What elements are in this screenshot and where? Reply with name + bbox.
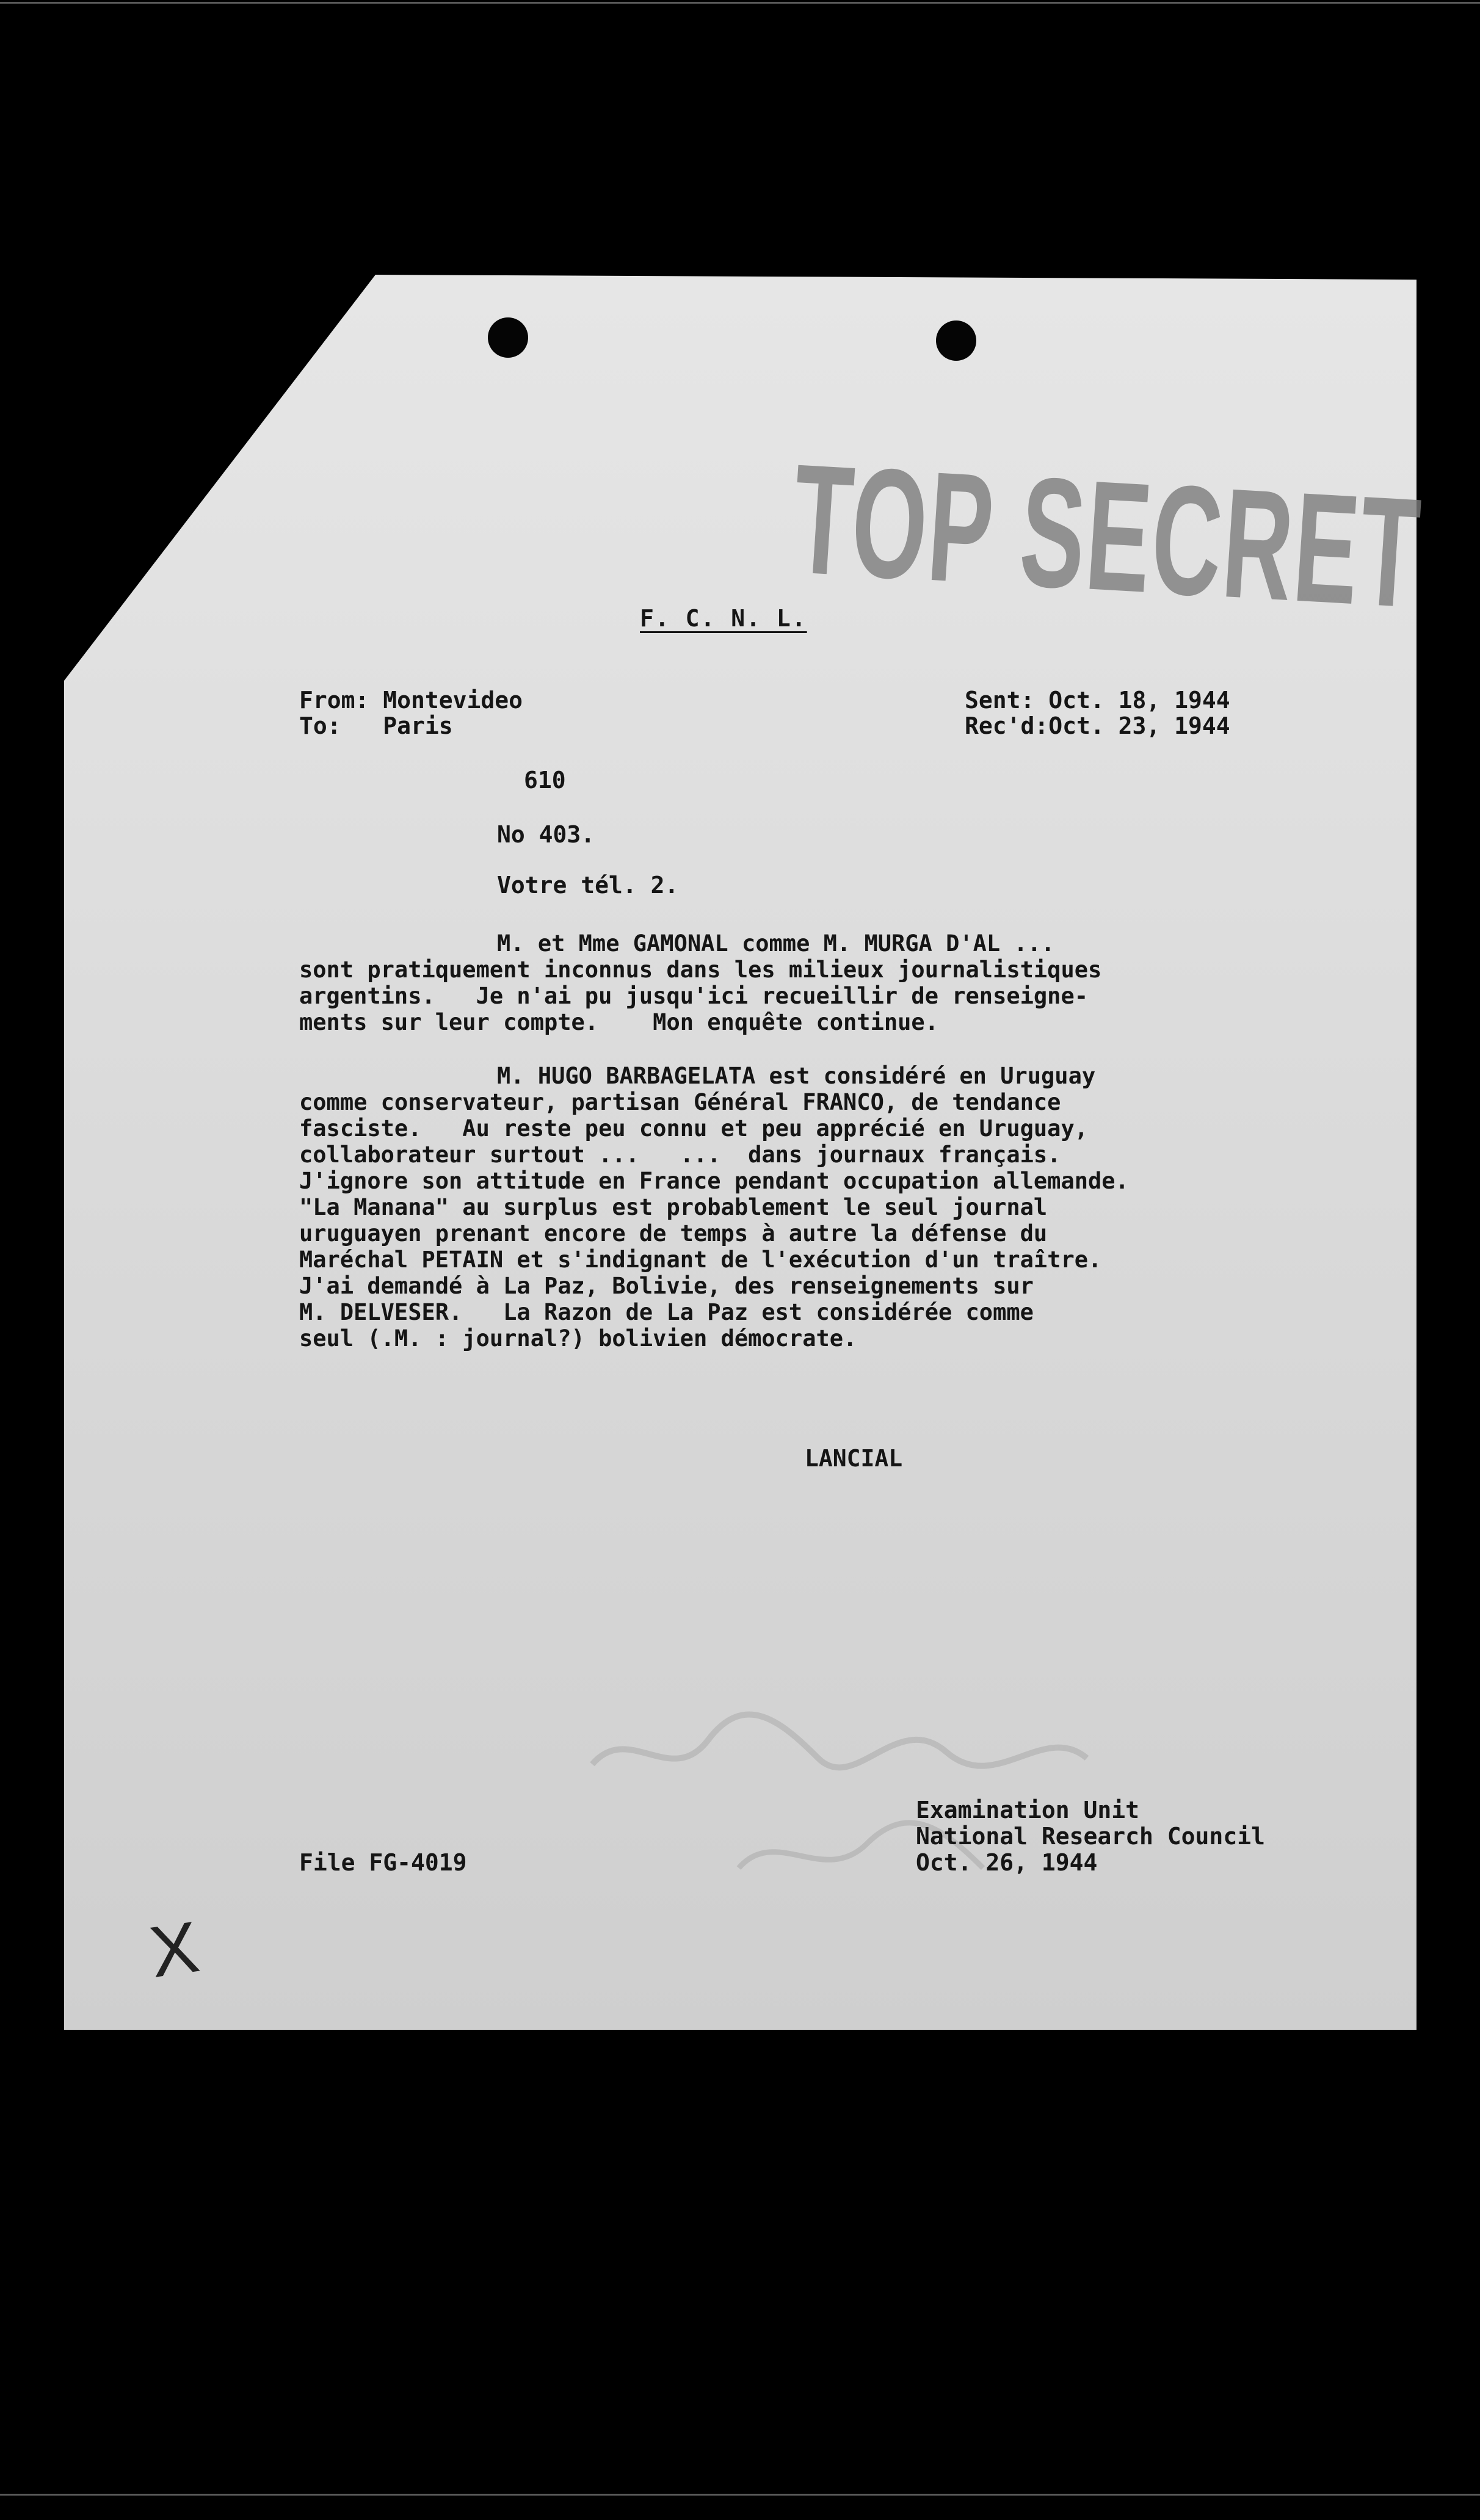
paragraph2-line: fasciste. Au reste peu connu et peu apprécié en Uruguay, xyxy=(299,1115,1089,1142)
paragraph2-line: M. HUGO BARBAGELATA est considéré en Uruguay xyxy=(497,1063,1096,1089)
serial-number: 610 xyxy=(524,767,566,794)
message-number: No 403. xyxy=(497,821,595,848)
examiner-line: National Research Council xyxy=(916,1823,1265,1850)
bleed-through-handwriting xyxy=(580,1685,1166,1941)
paragraph2-line: uruguayen prenant encore de temps à autre la défense du xyxy=(299,1220,1048,1247)
examiner-line: Examination Unit xyxy=(916,1797,1140,1823)
paragraph2-line: comme conservateur, partisan Général FRANCO, de tendance xyxy=(299,1089,1061,1115)
examiner-line: Oct. 26, 1944 xyxy=(916,1849,1098,1876)
paragraph2-line: J'ignore son attitude en France pendant occupation allemande. xyxy=(299,1168,1129,1194)
to-line: To: Paris xyxy=(299,712,453,739)
stamp-text: TOP SECRET xyxy=(788,432,1426,641)
paragraph1-line: argentins. Je n'ai pu jusqu'ici recueillir de renseigne- xyxy=(299,983,1089,1009)
from-line: From: Montevideo xyxy=(299,687,523,714)
document-heading: F. C. N. L. xyxy=(640,605,807,632)
margin-mark xyxy=(145,1906,204,1993)
file-reference: File FG-4019 xyxy=(299,1849,467,1876)
film-edge-top xyxy=(0,2,1480,4)
received-line: Rec'd:Oct. 23, 1944 xyxy=(965,712,1230,739)
signature: LANCIAL xyxy=(805,1445,903,1472)
sent-line: Sent: Oct. 18, 1944 xyxy=(965,687,1230,714)
paragraph1-line: M. et Mme GAMONAL comme M. MURGA D'AL ... xyxy=(497,930,1055,957)
paragraph1-line: sont pratiquement inconnus dans les milieux journalistiques xyxy=(299,957,1102,983)
svg-text:X: X xyxy=(145,1906,204,1993)
paragraph1-line: ments sur leur compte. Mon enquête continue. xyxy=(299,1009,938,1035)
paragraph2-line: "La Manana" au surplus est probablement le seul journal xyxy=(299,1194,1048,1220)
top-secret-stamp xyxy=(788,415,1426,641)
paragraph2-line: seul (.M. : journal?) bolivien démocrate. xyxy=(299,1325,857,1352)
reference-line: Votre tél. 2. xyxy=(497,872,679,899)
paragraph2-line: Maréchal PETAIN et s'indignant de l'exécution d'un traître. xyxy=(299,1247,1102,1273)
paragraph2-line: M. DELVESER. La Razon de La Paz est considérée comme xyxy=(299,1299,1034,1325)
punch-hole-right xyxy=(936,320,976,361)
paragraph2-line: J'ai demandé à La Paz, Bolivie, des renseignements sur xyxy=(299,1273,1034,1299)
punch-hole-left xyxy=(488,317,528,358)
film-edge-bottom xyxy=(0,2494,1480,2496)
paragraph2-line: collaborateur surtout ... ... dans journaux français. xyxy=(299,1142,1061,1168)
